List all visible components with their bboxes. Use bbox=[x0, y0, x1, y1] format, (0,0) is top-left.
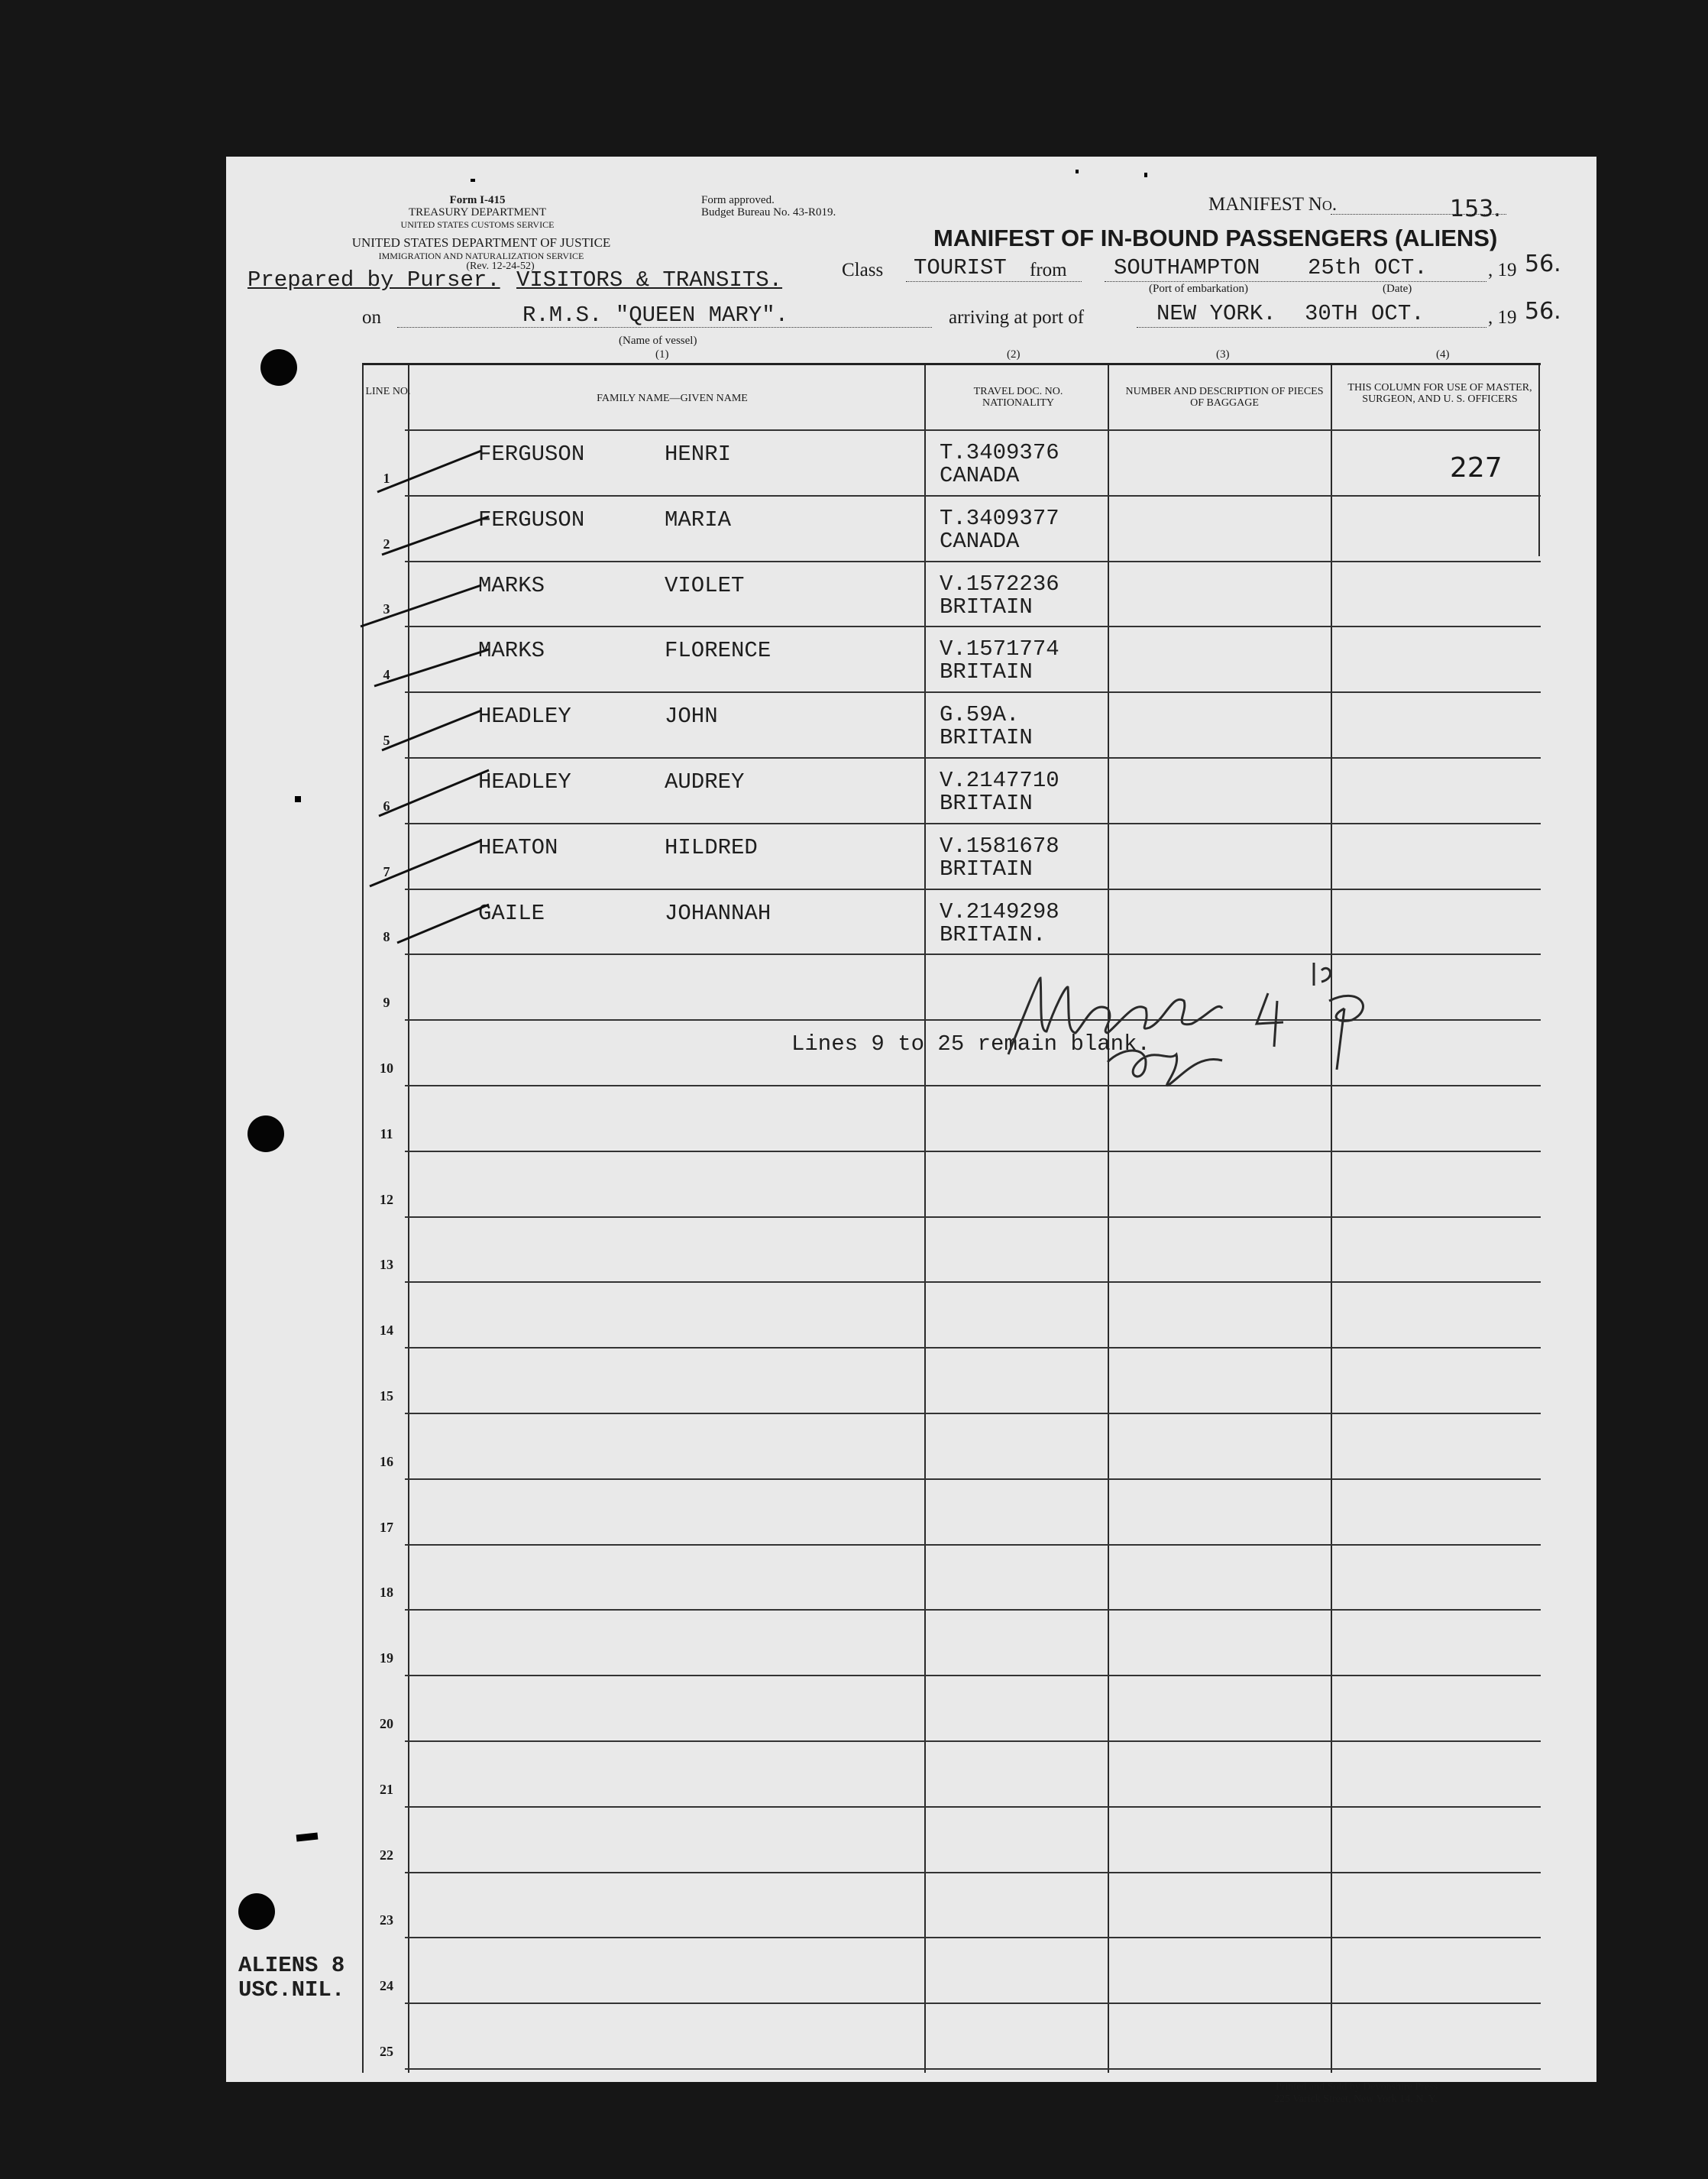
line-number: 3 bbox=[383, 601, 390, 617]
port-embarkation-caption: (Port of embarkation) bbox=[1149, 283, 1248, 295]
row-rule bbox=[405, 1806, 1541, 1808]
travel-doc-number: T.3409376 bbox=[940, 440, 1059, 465]
year-prefix-1: , 19 bbox=[1488, 260, 1517, 280]
class-value: TOURIST bbox=[914, 255, 1007, 280]
column-number-4: (4) bbox=[1436, 348, 1450, 361]
form-approved: Form approved. bbox=[701, 194, 775, 206]
travel-doc-number: T.3409377 bbox=[940, 505, 1059, 531]
printer-line-1: Printed and Sold by Devonshire Press bbox=[1276, 2081, 1438, 2093]
treasury-department: TREASURY DEPARTMENT bbox=[408, 206, 547, 219]
row-rule bbox=[405, 626, 1541, 627]
margin-note-usc: USC.NIL. bbox=[238, 1977, 345, 2003]
nationality: CANADA bbox=[940, 528, 1020, 554]
punch-hole-bottom bbox=[238, 1893, 275, 1930]
nationality: BRITAIN bbox=[940, 725, 1033, 751]
column-number-3: (3) bbox=[1216, 348, 1230, 361]
nationality: BRITAIN. bbox=[940, 921, 1046, 947]
from-label: from bbox=[1030, 260, 1067, 280]
row-rule bbox=[405, 1151, 1541, 1152]
row-rule bbox=[405, 1478, 1541, 1480]
family-name: MARKS bbox=[478, 572, 545, 598]
scan-mark bbox=[1144, 173, 1147, 177]
family-name: HEATON bbox=[478, 834, 558, 860]
header-rule bbox=[405, 429, 1541, 431]
customs-service: UNITED STATES CUSTOMS SERVICE bbox=[400, 219, 555, 230]
header-baggage: NUMBER AND DESCRIPTION OF PIECES OF BAGGAGE bbox=[1125, 386, 1324, 409]
nationality: BRITAIN bbox=[940, 594, 1033, 620]
nationality: CANADA bbox=[940, 463, 1020, 488]
line-number: 19 bbox=[380, 1650, 393, 1666]
on-label: on bbox=[362, 307, 381, 328]
department-of-justice: UNITED STATES DEPARTMENT OF JUSTICE bbox=[351, 235, 611, 250]
scan-mark bbox=[295, 796, 301, 802]
class-rule bbox=[906, 281, 1082, 282]
year-prefix-2: , 19 bbox=[1488, 307, 1517, 328]
line-number: 17 bbox=[380, 1519, 393, 1535]
visitors-transits: VISITORS & TRANSITS. bbox=[516, 267, 783, 293]
row-rule bbox=[405, 561, 1541, 562]
line-number: 12 bbox=[380, 1191, 393, 1207]
class-label: Class bbox=[842, 260, 884, 280]
manifest-number-label: MANIFEST No. bbox=[1208, 194, 1338, 215]
row-rule bbox=[405, 823, 1541, 824]
line-number: 6 bbox=[383, 798, 390, 814]
line-number: 22 bbox=[380, 1847, 393, 1863]
header-name: FAMILY NAME—GIVEN NAME bbox=[597, 393, 748, 404]
printer-line-2: 225 Varick Street, New York 14, N. Y. bbox=[1274, 2093, 1438, 2105]
scan-mark bbox=[471, 179, 475, 182]
row-rule bbox=[405, 1347, 1541, 1349]
row-rule bbox=[405, 1413, 1541, 1414]
vessel-caption: (Name of vessel) bbox=[619, 335, 697, 347]
arriving-label: arriving at port of bbox=[949, 307, 1085, 328]
column-number-1: (1) bbox=[655, 348, 669, 361]
row-rule bbox=[405, 495, 1541, 497]
ins-service: IMMIGRATION AND NATURALIZATION SERVICE bbox=[378, 251, 584, 261]
line-number: 24 bbox=[380, 1978, 393, 1994]
row-rule bbox=[405, 1872, 1541, 1873]
family-name: FERGUSON bbox=[478, 442, 585, 467]
line-number: 9 bbox=[383, 995, 390, 1011]
nationality: BRITAIN bbox=[940, 659, 1033, 685]
line-number: 21 bbox=[380, 1781, 393, 1797]
embark-rule bbox=[1105, 281, 1486, 282]
handwritten-signature bbox=[993, 947, 1390, 1100]
travel-doc-number: V.2147710 bbox=[940, 768, 1059, 793]
row-rule bbox=[405, 1740, 1541, 1742]
name-divider bbox=[924, 365, 926, 2073]
line-number: 14 bbox=[380, 1323, 393, 1339]
given-name: FLORENCE bbox=[665, 638, 772, 664]
line-number: 11 bbox=[380, 1125, 393, 1141]
line-number: 4 bbox=[383, 667, 390, 683]
arrival-date: 30TH OCT. bbox=[1305, 301, 1425, 326]
embarkation-date: 25th OCT. bbox=[1308, 255, 1428, 280]
row-rule bbox=[405, 2003, 1541, 2004]
given-name: JOHANNAH bbox=[665, 900, 772, 926]
line-number: 10 bbox=[380, 1060, 393, 1076]
row-rule bbox=[405, 1675, 1541, 1676]
arrival-rule bbox=[1137, 327, 1486, 328]
given-name: JOHN bbox=[665, 704, 718, 730]
row-rule bbox=[405, 1216, 1541, 1218]
line-number: 1 bbox=[383, 470, 390, 486]
line-number: 2 bbox=[383, 536, 390, 552]
travel-doc-number: V.1572236 bbox=[940, 571, 1059, 597]
baggage-divider bbox=[1331, 365, 1332, 2073]
given-name: AUDREY bbox=[665, 769, 745, 795]
family-name: GAILE bbox=[478, 900, 545, 926]
travel-doc-number: V.2149298 bbox=[940, 898, 1059, 924]
row-rule bbox=[405, 1544, 1541, 1546]
given-name: MARIA bbox=[665, 507, 732, 533]
margin-note-aliens: ALIENS 8 bbox=[238, 1953, 345, 1978]
date-caption: (Date) bbox=[1383, 283, 1412, 295]
travel-doc-number: V.1571774 bbox=[940, 636, 1059, 662]
row-rule bbox=[405, 1609, 1541, 1611]
doc-divider bbox=[1108, 365, 1109, 2073]
row-rule bbox=[405, 1281, 1541, 1283]
line-number: 5 bbox=[383, 733, 390, 748]
line-number: 16 bbox=[380, 1453, 393, 1469]
manifest-number-value: 153. bbox=[1450, 196, 1501, 222]
punch-hole-middle bbox=[247, 1115, 284, 1152]
family-name: HEADLEY bbox=[478, 769, 571, 795]
given-name: VIOLET bbox=[665, 572, 745, 598]
form-number: Form I-415 bbox=[449, 194, 506, 206]
nationality: BRITAIN bbox=[940, 856, 1033, 882]
header-travel-doc: TRAVEL DOC. NO. NATIONALITY bbox=[973, 386, 1063, 409]
row-rule bbox=[405, 757, 1541, 759]
given-name: HENRI bbox=[665, 442, 732, 467]
row-rule bbox=[405, 1937, 1541, 1938]
row-rule bbox=[405, 889, 1541, 890]
blank-lines-note: Lines 9 to 25 remain blank. bbox=[791, 1031, 1150, 1057]
line-number: 23 bbox=[380, 1912, 393, 1928]
given-name: HILDRED bbox=[665, 834, 758, 860]
year-1: 56. bbox=[1525, 251, 1561, 277]
revision-date: (Rev. 12-24-52) bbox=[466, 261, 535, 272]
nationality: BRITAIN bbox=[940, 791, 1033, 816]
line-number: 20 bbox=[380, 1716, 393, 1731]
table-right-border bbox=[1538, 365, 1540, 556]
budget-bureau: Budget Bureau No. 43-R019. bbox=[701, 206, 836, 219]
port-of-embarkation: SOUTHAMPTON bbox=[1114, 255, 1260, 280]
officer-note: 227 bbox=[1450, 452, 1503, 484]
prepared-by: Prepared by Purser. bbox=[247, 267, 500, 293]
year-2: 56. bbox=[1525, 298, 1561, 325]
port-of-arrival: NEW YORK. bbox=[1156, 301, 1276, 326]
column-number-2: (2) bbox=[1007, 348, 1021, 361]
line-number: 18 bbox=[380, 1585, 393, 1601]
scan-mark bbox=[1076, 170, 1079, 173]
punch-hole-top bbox=[260, 349, 297, 386]
header-officers: THIS COLUMN FOR USE OF MASTER, SURGEON, AND U. S. OFFICERS bbox=[1347, 382, 1532, 405]
row-rule bbox=[405, 2068, 1541, 2070]
line-number: 8 bbox=[383, 929, 390, 945]
manifest-title: MANIFEST OF IN-BOUND PASSENGERS (ALIENS) bbox=[933, 225, 1498, 251]
line-number: 25 bbox=[380, 2044, 393, 2059]
row-rule bbox=[405, 691, 1541, 693]
family-name: MARKS bbox=[478, 638, 545, 664]
line-number: 13 bbox=[380, 1257, 393, 1273]
travel-doc-number: V.1581678 bbox=[940, 833, 1059, 859]
travel-doc-number: G.59A. bbox=[940, 702, 1020, 728]
line-number: 7 bbox=[383, 863, 390, 879]
family-name: FERGUSON bbox=[478, 507, 585, 533]
line-number: 15 bbox=[380, 1388, 393, 1404]
check-marks bbox=[359, 443, 542, 963]
header-line-no: LINE NO. bbox=[365, 386, 411, 397]
vessel-name: R.M.S. "QUEEN MARY". bbox=[522, 303, 789, 328]
family-name: HEADLEY bbox=[478, 704, 571, 730]
